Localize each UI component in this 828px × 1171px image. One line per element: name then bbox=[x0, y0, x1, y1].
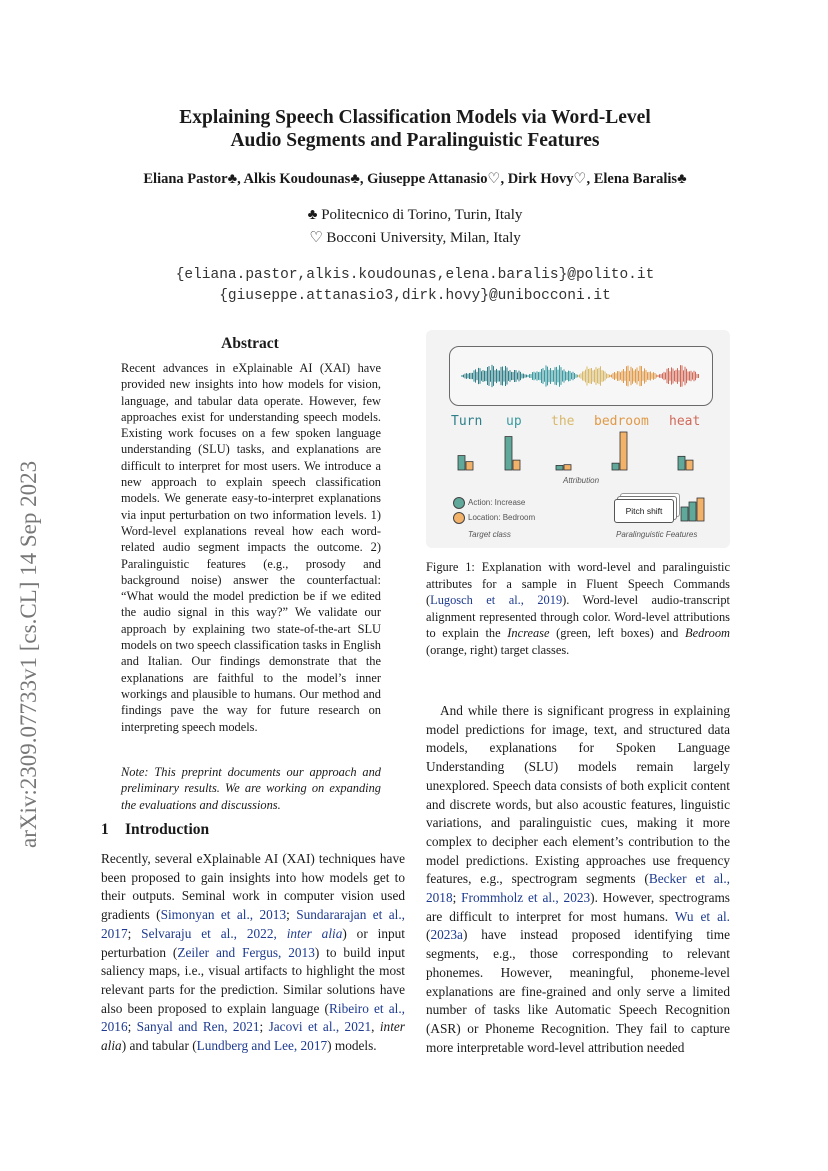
email-polito: {eliana.pastor,alkis.koudounas,elena.baralis}@polito.it bbox=[175, 267, 655, 283]
citation-link[interactable]: Zeiler and Fergus, 2013 bbox=[177, 944, 315, 960]
legend-dot-bedroom bbox=[453, 512, 465, 524]
para-bar-bedroom bbox=[697, 498, 704, 521]
text-run: ) to build input saliency maps, i.e., visual artifacts to highlight the most relevant parts for the prediction. Similar solutions have also been proposed to explain language ( bbox=[101, 944, 405, 1016]
citation-link[interactable]: 2023a bbox=[430, 927, 463, 943]
affiliation-polito: ♣ Politecnico di Torino, Turin, Italy bbox=[307, 207, 523, 223]
bar-increase bbox=[612, 463, 619, 470]
section-number: 1 bbox=[101, 821, 109, 838]
citation-link[interactable]: Becker et al., 2018 bbox=[426, 871, 730, 906]
citation-link[interactable]: Ribeiro et al., 2016 bbox=[101, 1000, 405, 1035]
abstract-body: Recent advances in eXplainable AI (XAI) have provided new insights into how models for vision, language, and tabular data operate. However, few approaches exist for understanding speech models. Existing work focuses on a few spoken language understanding (SLU) tasks, and explanations are difficult to interpret for most users. We introduce a new approach to explain speech classification models. We generate easy-to-interpret explanations via input perturbation on two information levels. 1) Word-level explanations reveal how each word-related audio segment impacts the outcome. 2) Paralinguistic features (e.g., prosody and background noise) answer the counterfactual: “What would the model prediction be if we edited the audio signal in this way?” We validate our approach by explaining two state-of-the-art SLU models on two speech classification tasks in English and Italian. Our findings demonstrate that the explanations are faithful to the model’s inner workings and plausible to humans. Our method and findings pave the way for future research on interpreting speech models. bbox=[121, 361, 381, 734]
text-run: ( bbox=[426, 927, 431, 943]
citation-link[interactable]: Sanyal and Ren, 2021 bbox=[136, 1019, 260, 1035]
text-run: (green, left boxes) and bbox=[549, 626, 686, 641]
text-run: ) and tabular ( bbox=[121, 1038, 197, 1054]
word-heat-label: heat bbox=[669, 414, 701, 429]
word-up bbox=[506, 414, 522, 429]
citation-link[interactable]: Jacovi et al., 2021 bbox=[268, 1019, 372, 1035]
title-line-1: Explaining Speech Classification Models via Word-Level bbox=[179, 107, 651, 128]
word-up-label: up bbox=[506, 414, 522, 429]
abstract-heading: Abstract bbox=[221, 335, 279, 352]
bar-increase bbox=[678, 456, 685, 470]
para-bar-increase bbox=[689, 502, 696, 521]
waveform-box bbox=[449, 346, 713, 406]
intro-paragraph bbox=[101, 850, 405, 1056]
waveform bbox=[450, 347, 712, 405]
text-run: ; bbox=[259, 1019, 269, 1035]
section-title: Introduction bbox=[125, 821, 210, 838]
text-run: ) have instead proposed identifying time segments, e.g., those corresponding to relevant phonemes. However, meaningful, phoneme-level explanations are fine-grained and only serve a limited number of tasks like Automatic Speech Recognition (ASR) or Phoneme Recognition. They fail to capture more interpretable word-level attribution needed bbox=[426, 927, 730, 1055]
legend-location: Location: Bedroom bbox=[468, 513, 536, 522]
citation-link[interactable]: inter alia bbox=[286, 925, 343, 941]
paralinguistic-label: Paralinguistic Features bbox=[616, 530, 698, 539]
para-bar-increase bbox=[681, 507, 688, 521]
legend-action: Action: Increase bbox=[468, 498, 526, 507]
citation-link[interactable]: Wu et al. bbox=[674, 908, 730, 924]
title-line-2: Audio Segments and Paralinguistic Features bbox=[230, 130, 600, 151]
pitch-shift-card: Pitch shift bbox=[614, 499, 674, 523]
text-run: (orange, right) target classes. bbox=[426, 642, 570, 657]
paralinguistic-bars bbox=[678, 495, 708, 523]
word-the bbox=[551, 414, 574, 429]
abstract-note: Note: This preprint documents our approach and preliminary results. We are working on expanding the evaluations and discussions. bbox=[121, 765, 381, 812]
text-run: And while there is significant progress in explaining model predictions for image, text, and structured data models, explanations for Spoken Language Understanding (SLU) models remain largely unexplored. Speech data consists of both explicit content and discrete words, but also acoustic features, linguistic variations, and paralinguistic cues, making it more complex to decipher each element’s contribution to the model predictions. Existing approaches use frequency features, e.g., spectrogram segments ( bbox=[426, 703, 730, 887]
text-run: , bbox=[371, 1019, 380, 1035]
word-the-label: the bbox=[551, 414, 575, 429]
text-run: ; bbox=[286, 907, 297, 923]
word-bedroom bbox=[594, 414, 649, 429]
text-run: inter alia bbox=[101, 1019, 405, 1054]
citation-link[interactable]: Sundararajan et al., 2017 bbox=[101, 907, 405, 941]
text-run: ; bbox=[127, 925, 142, 941]
text-run: ) or input perturbation ( bbox=[101, 925, 405, 960]
text-run: ). Word-level audio-transcript alignment represented through color. Word-level attributions to explain the bbox=[426, 593, 730, 641]
citation-link[interactable]: Lundberg and Lee, 2017 bbox=[196, 1038, 328, 1054]
text-run: ; bbox=[127, 1019, 137, 1035]
text-run: Bedroom bbox=[685, 626, 730, 641]
bar-bedroom bbox=[466, 462, 473, 470]
bar-bedroom bbox=[686, 460, 693, 470]
text-run: Recently, several eXplainable AI (XAI) techniques have been proposed to gain insights into how models get to their outputs. Seminal work in computer vision used gradients ( bbox=[101, 851, 405, 923]
author-list: Eliana Pastor♣, Alkis Koudounas♣, Giuseppe Attanasio♡, Dirk Hovy♡, Elena Baralis♣ bbox=[143, 171, 687, 187]
attribution-bars bbox=[440, 430, 710, 472]
section-heading bbox=[101, 821, 209, 839]
bar-bedroom bbox=[513, 460, 520, 470]
word-heat bbox=[669, 414, 700, 429]
text-run: ; bbox=[452, 890, 462, 906]
attribution-label: Attribution bbox=[563, 476, 600, 485]
text-run: Figure 1: Explanation with word-level and paralinguistic attributes for a sample in Fluent Speech Commands ( bbox=[426, 560, 730, 608]
legend-dot-increase bbox=[453, 497, 465, 509]
word-turn bbox=[451, 414, 482, 429]
paper-title bbox=[120, 106, 710, 152]
target-class-label: Target class bbox=[468, 530, 511, 539]
text-run: ) models. bbox=[327, 1038, 377, 1054]
bar-bedroom bbox=[620, 432, 627, 470]
arxiv-id: arXiv:2309.07733v1 [cs.CL] 14 Sep 2023 bbox=[16, 460, 41, 848]
email-bocconi: {giuseppe.attanasio3,dirk.hovy}@unibocconi.it bbox=[219, 288, 611, 304]
arxiv-stamp bbox=[16, 368, 52, 848]
bar-increase bbox=[556, 465, 563, 470]
citation-link[interactable]: Lugosch et al., 2019 bbox=[430, 593, 563, 608]
word-bedroom-label: bedroom bbox=[594, 414, 649, 429]
bar-increase bbox=[505, 437, 512, 470]
figure-caption bbox=[426, 559, 730, 659]
text-run: ). However, spectrograms are difficult to interpret for most humans. bbox=[426, 890, 730, 924]
text-run: Increase bbox=[507, 626, 550, 641]
affiliation-bocconi: ♡ Bocconi University, Milan, Italy bbox=[309, 230, 521, 246]
word-turn-label: Turn bbox=[451, 414, 483, 429]
citation-link[interactable]: Selvaraju et al., 2022, bbox=[141, 925, 287, 941]
bar-bedroom bbox=[564, 465, 571, 470]
right-paragraph bbox=[426, 702, 730, 1057]
citation-link[interactable]: Frommholz et al., 2023 bbox=[461, 890, 591, 906]
bar-increase bbox=[458, 456, 465, 470]
citation-link[interactable]: Simonyan et al., 2013 bbox=[160, 907, 287, 923]
